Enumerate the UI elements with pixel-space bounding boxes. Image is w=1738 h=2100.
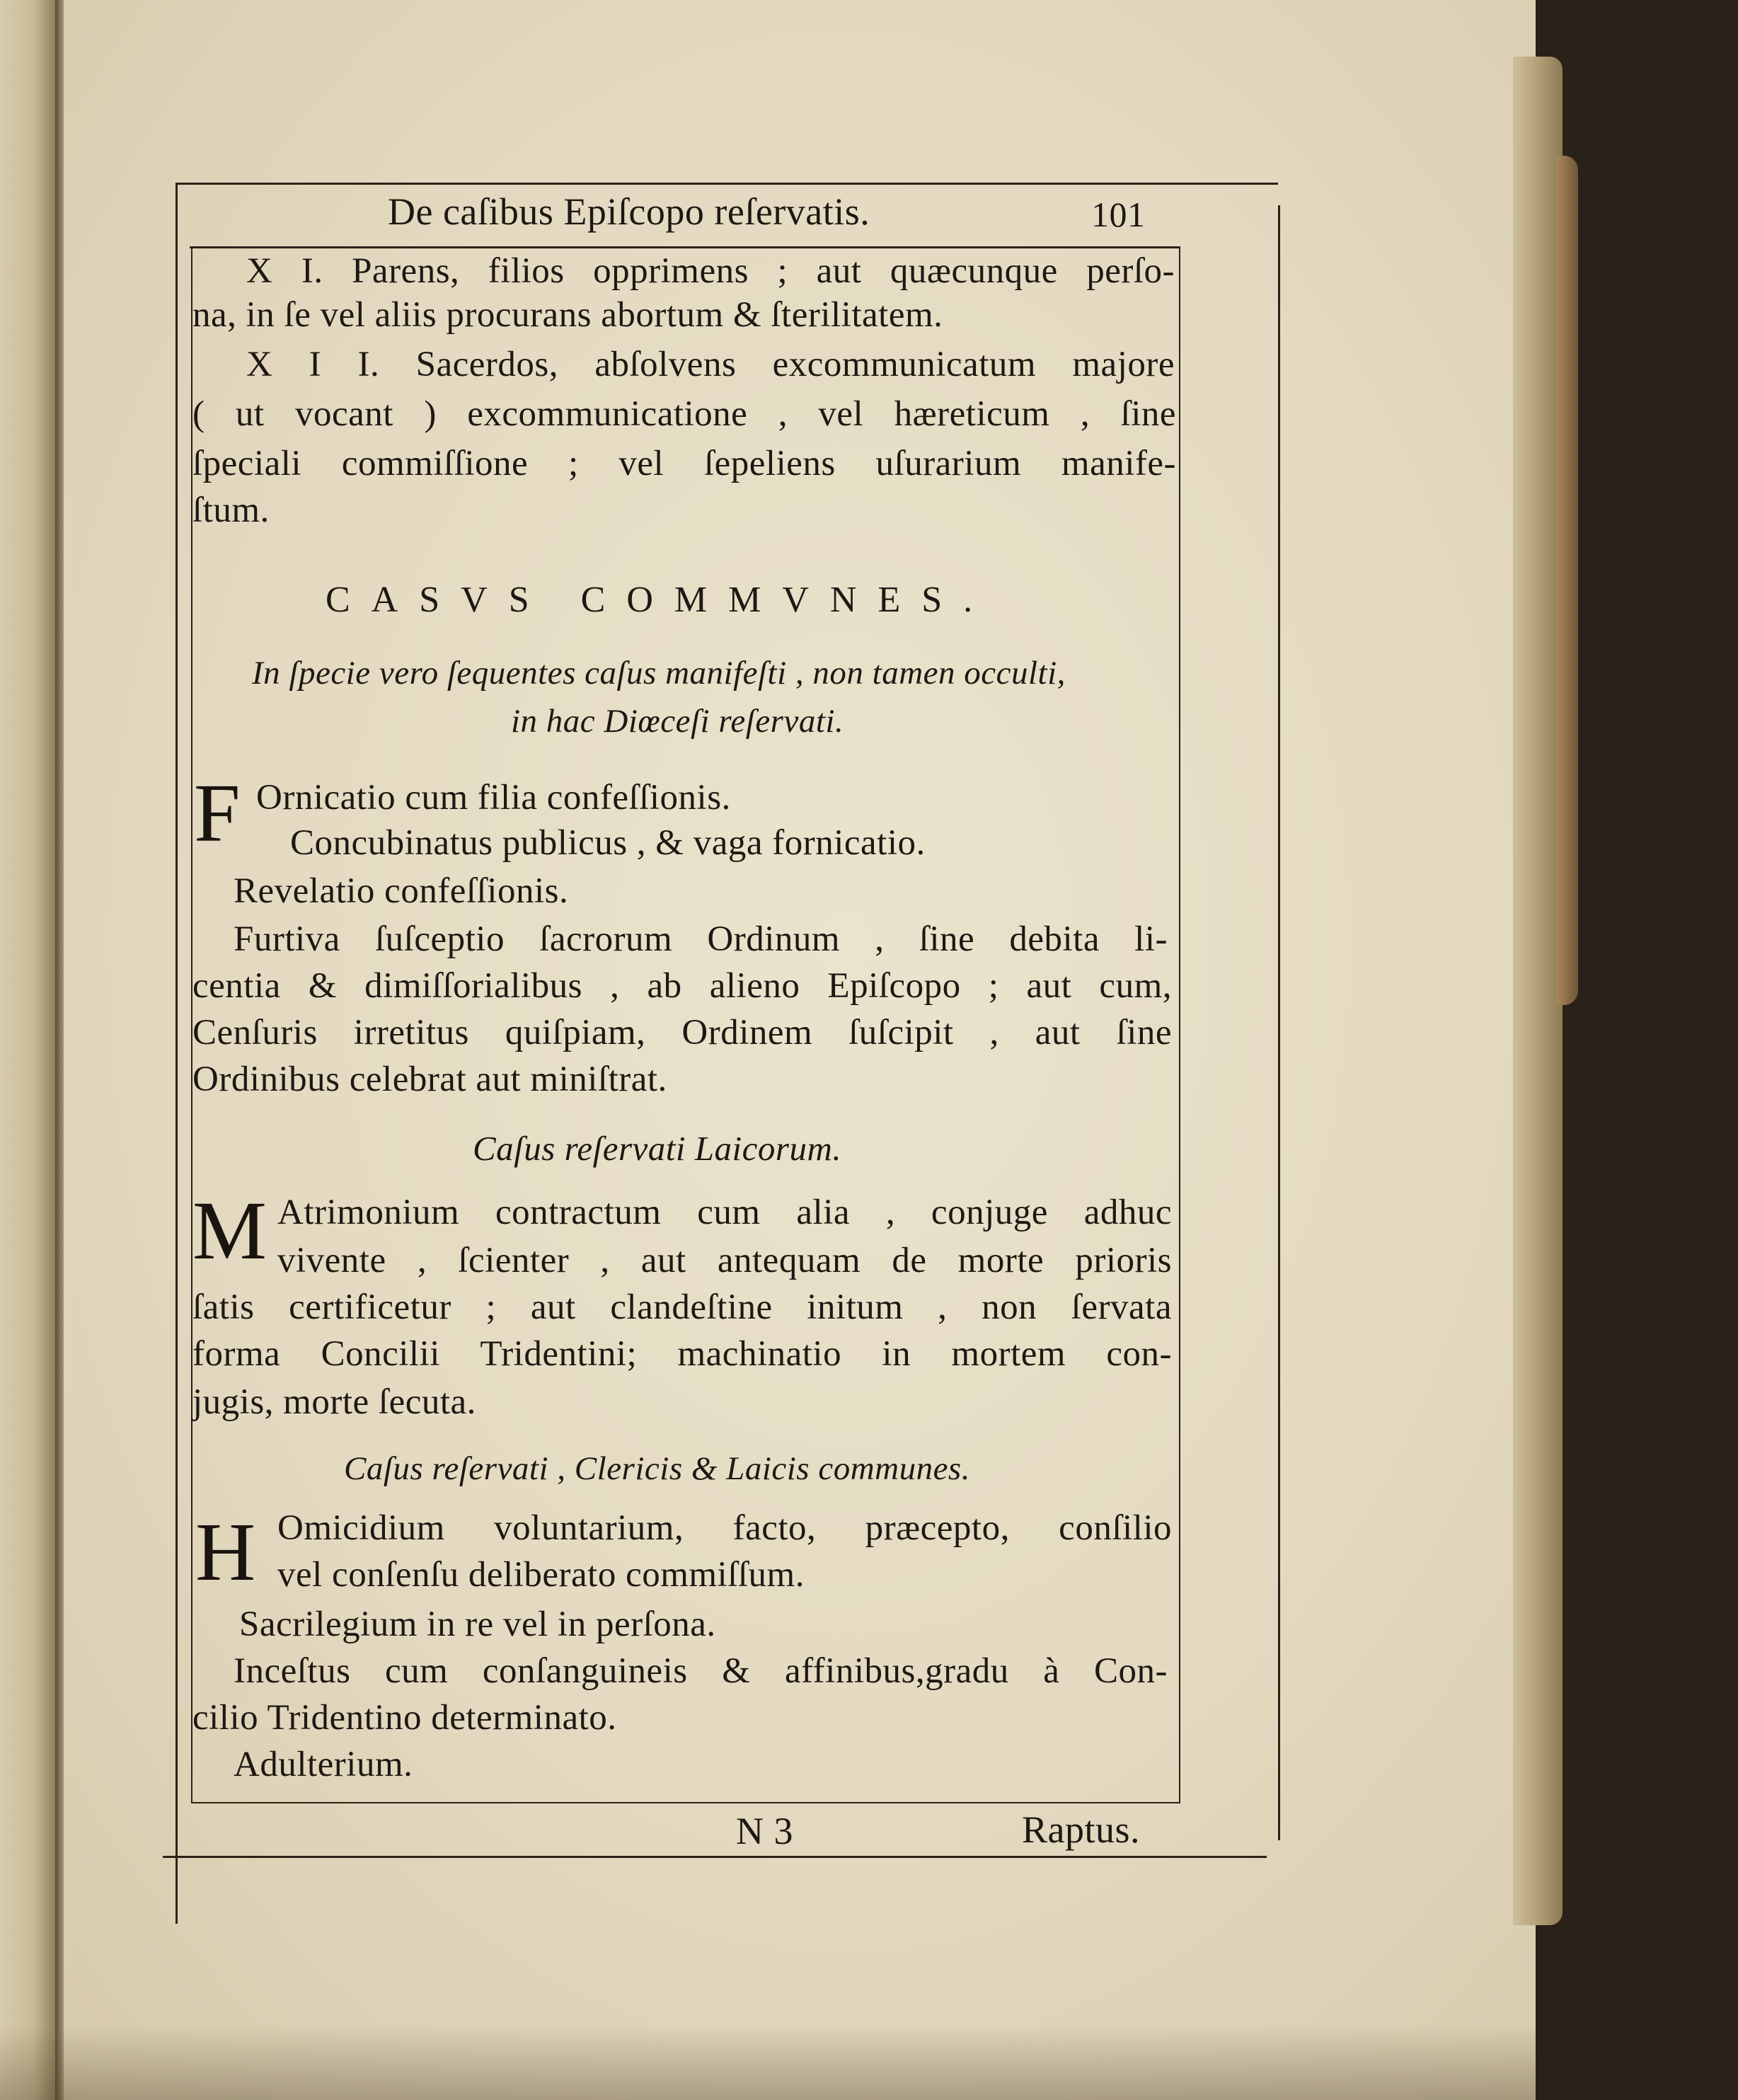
section3-line-6: Adulterium. xyxy=(234,1745,413,1784)
page-number: 101 xyxy=(1091,195,1146,234)
item-xii-line-2: ( ut vocant ) excommunicatione , vel hæreticum , ſine xyxy=(192,394,1176,434)
inner-right-border xyxy=(1179,246,1180,1803)
right-border xyxy=(1278,205,1280,1840)
item-xii-line-4: ſtum. xyxy=(192,490,270,530)
section3-line-2: vel conſenſu deliberato commiſſum. xyxy=(277,1555,805,1595)
section3-line-1: Omicidium voluntarium, facto, præcepto, conſilio xyxy=(277,1508,1172,1548)
bottom-rule xyxy=(163,1856,1267,1858)
page-shadow xyxy=(0,2024,1536,2100)
page-fore-edge xyxy=(1513,57,1563,1925)
drop-cap-h: H xyxy=(195,1505,256,1598)
item-xi-line-1: X I. Parens, filios opprimens ; aut quæcunque perſo- xyxy=(246,251,1175,291)
item-xii-line-3: ſpeciali commiſſione ; vel ſepeliens uſurarium manife- xyxy=(192,444,1176,483)
item-xi-line-2: na, in ſe vel aliis procurans abortum & ſterilitatem. xyxy=(192,295,943,335)
section1-line-5: centia & dimiſſorialibus , ab alieno Epiſcopo ; aut cum, xyxy=(192,966,1172,1006)
section1-line-4: Furtiva ſuſceptio ſacrorum Ordinum , ſine debita li- xyxy=(234,919,1168,959)
section-subtitle-line-1: In ſpecie vero ſequentes caſus manifeſti , non tamen occulti, xyxy=(252,655,1066,692)
drop-cap-m: M xyxy=(192,1184,267,1277)
left-border xyxy=(175,183,178,1924)
section-heading-casus-communes: CASVS COMMVNES. xyxy=(326,580,994,620)
section3-line-5: cilio Tridentino determinato. xyxy=(192,1698,617,1738)
section2-heading: Caſus reſervati Laicorum. xyxy=(473,1129,842,1168)
section2-line-2: vivente , ſcienter , aut antequam de morte prioris xyxy=(277,1241,1172,1280)
section3-line-4: Inceſtus cum conſanguineis & affinibus,gradu à Con- xyxy=(234,1651,1168,1691)
signature-mark: N 3 xyxy=(736,1810,793,1852)
header-rule xyxy=(190,246,1179,248)
section1-line-3: Revelatio confeſſionis. xyxy=(234,871,569,911)
section3-line-3: Sacrilegium in re vel in perſona. xyxy=(239,1605,716,1644)
running-title: De caſibus Epiſcopo reſervatis. xyxy=(388,190,870,233)
cover-edge xyxy=(1557,156,1578,1005)
bottom-inner-rule xyxy=(191,1802,1180,1803)
item-xii-line-1: X I I. Sacerdos, abſolvens excommunicatum majore xyxy=(246,345,1175,384)
top-rule xyxy=(175,183,1278,185)
section2-line-4: forma Concilii Tridentini; machinatio in mortem con- xyxy=(192,1334,1172,1374)
section3-heading: Caſus reſervati , Clericis & Laicis communes. xyxy=(344,1450,970,1487)
section2-line-5: jugis, morte ſecuta. xyxy=(192,1382,476,1422)
section-subtitle-line-2: in hac Diœceſi reſervati. xyxy=(511,703,844,740)
section1-line-6: Cenſuris irretitus quiſpiam, Ordinem ſuſcipit , aut ſine xyxy=(192,1013,1172,1052)
left-page-edge xyxy=(0,0,57,2100)
section1-line-1: Ornicatio cum filia confeſſionis. xyxy=(256,778,731,817)
section1-line-2: Concubinatus publicus , & vaga fornicatio. xyxy=(290,823,926,863)
catchword: Raptus. xyxy=(1022,1808,1141,1851)
section2-line-1: Atrimonium contractum cum alia , conjuge adhuc xyxy=(277,1193,1172,1232)
section1-line-7: Ordinibus celebrat aut miniſtrat. xyxy=(192,1060,667,1099)
drop-cap-f: F xyxy=(194,767,241,859)
section2-line-3: ſatis certificetur ; aut clandeſtine initum , non ſervata xyxy=(192,1287,1172,1327)
book-gutter xyxy=(55,0,64,2100)
